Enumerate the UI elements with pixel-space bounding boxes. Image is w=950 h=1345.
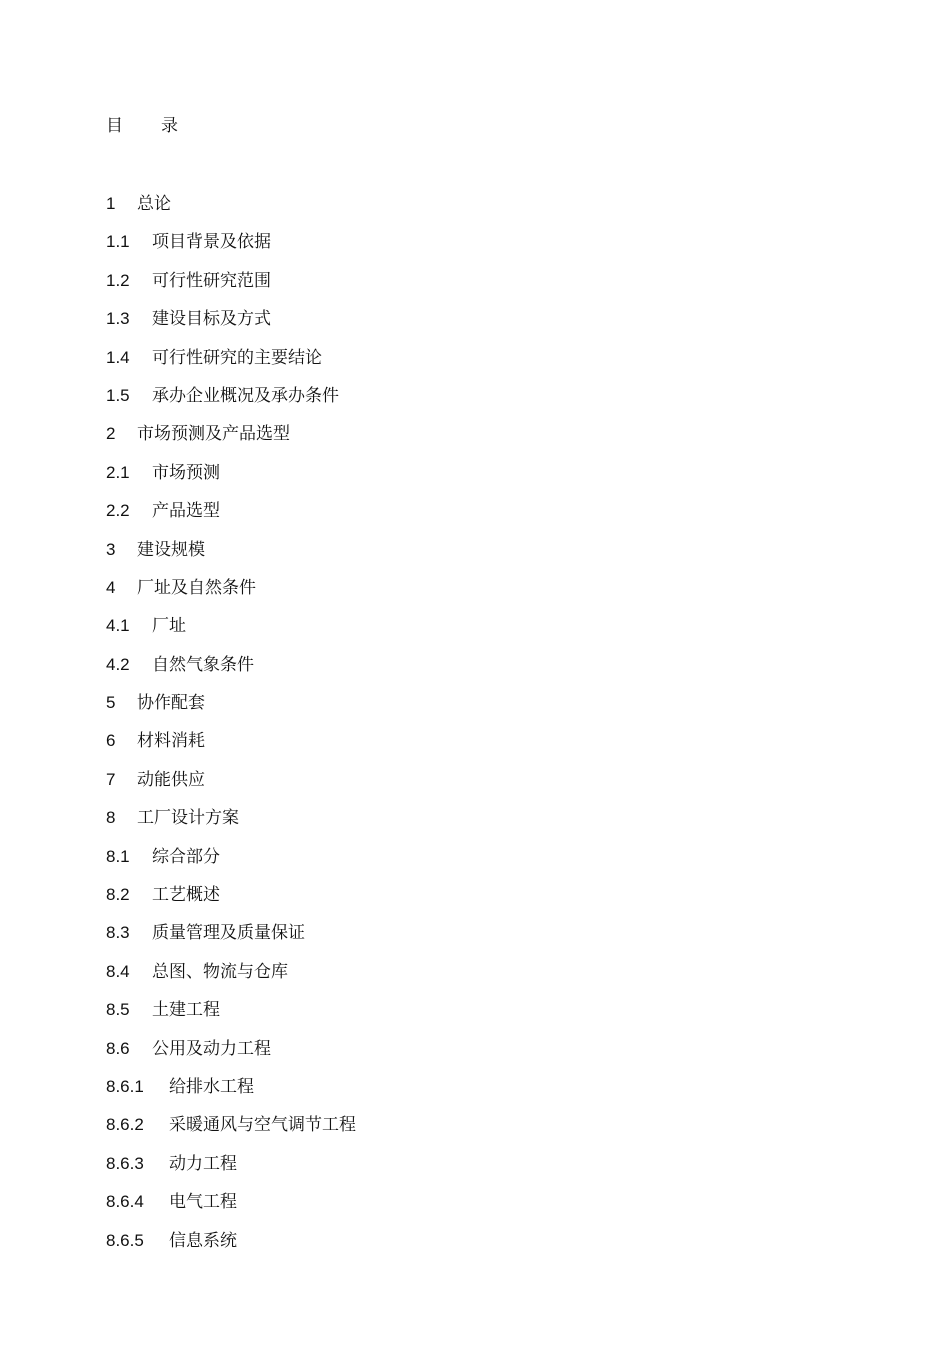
toc-entry-text: 给排水工程 <box>169 1076 254 1097</box>
toc-entry-text: 项目背景及依据 <box>152 232 271 253</box>
toc-entry <box>106 961 356 999</box>
toc-entry-number: 2 <box>106 424 116 444</box>
toc-entry-text: 产品选型 <box>152 501 220 522</box>
toc-entry <box>106 692 356 730</box>
toc-entry-number: 8.6 <box>106 1038 130 1058</box>
toc-entry <box>106 615 356 653</box>
toc-entry-text: 采暖通风与空气调节工程 <box>169 1115 356 1136</box>
toc-entry-number: 8.6.4 <box>106 1192 144 1212</box>
toc-entry <box>106 347 356 385</box>
toc-entry-text: 质量管理及质量保证 <box>152 923 305 944</box>
toc-entry-number: 1.4 <box>106 347 130 367</box>
toc-entry-number: 1.2 <box>106 270 130 290</box>
toc-entry-text: 厂址 <box>152 616 186 637</box>
toc-entry <box>106 730 356 768</box>
toc-entry <box>106 193 356 231</box>
toc-entry <box>106 462 356 500</box>
toc-entry-text: 可行性研究的主要结论 <box>152 347 322 368</box>
toc-entry-text: 建设规模 <box>137 539 205 560</box>
toc-title <box>106 116 178 136</box>
toc-entry <box>106 846 356 884</box>
toc-entry-number: 1.1 <box>106 232 130 252</box>
toc-entry <box>106 922 356 960</box>
toc-entry-text: 承办企业概况及承办条件 <box>152 385 339 406</box>
toc-entry-number: 4.1 <box>106 616 130 636</box>
toc-entry <box>106 577 356 615</box>
toc-entry-number: 2.1 <box>106 462 130 482</box>
toc-entry-text: 市场预测及产品选型 <box>137 424 290 445</box>
toc-entry-number: 8.5 <box>106 1000 130 1020</box>
toc-entry-text: 电气工程 <box>169 1192 237 1213</box>
toc-entry-text: 动能供应 <box>137 769 205 790</box>
toc-entry <box>106 1230 356 1268</box>
toc-entry <box>106 385 356 423</box>
toc-entry-number: 8.6.1 <box>106 1076 144 1096</box>
toc-entry-number: 1.3 <box>106 309 130 329</box>
toc-entry-number: 8.1 <box>106 846 130 866</box>
toc-entry-number: 8.6.5 <box>106 1230 144 1250</box>
toc-entry <box>106 231 356 269</box>
toc-entry-text: 市场预测 <box>152 462 220 483</box>
toc-entry-text: 总图、物流与仓库 <box>152 961 288 982</box>
toc-entry-number: 7 <box>106 769 116 789</box>
toc-entry-number: 1.5 <box>106 385 130 405</box>
toc-entry-text: 材料消耗 <box>137 731 205 752</box>
toc-entry-number: 4.2 <box>106 654 130 674</box>
toc-entry-text: 公用及动力工程 <box>152 1038 271 1059</box>
toc-entry-number: 4 <box>106 577 116 597</box>
toc-entry <box>106 539 356 577</box>
toc-entry-number: 8 <box>106 808 116 828</box>
toc-entry <box>106 769 356 807</box>
toc-entry-number: 8.6.3 <box>106 1153 144 1173</box>
toc-entry-text: 工艺概述 <box>152 885 220 906</box>
toc-entry-text: 工厂设计方案 <box>137 808 239 829</box>
toc-entry-number: 5 <box>106 693 116 713</box>
toc-entry-text: 建设目标及方式 <box>152 309 271 330</box>
toc-entry <box>106 308 356 346</box>
toc-entry-number: 6 <box>106 731 116 751</box>
toc-entry-text: 动力工程 <box>169 1153 237 1174</box>
toc-entry-text: 自然气象条件 <box>152 654 254 675</box>
toc-entry <box>106 500 356 538</box>
toc-entry <box>106 1038 356 1076</box>
toc-title-part1: 目 <box>106 116 123 136</box>
toc-entry <box>106 999 356 1037</box>
toc-entry <box>106 1114 356 1152</box>
toc-entry <box>106 1153 356 1191</box>
toc-entry <box>106 807 356 845</box>
toc-entry <box>106 423 356 461</box>
toc-entry-number: 3 <box>106 539 116 559</box>
toc-entry-text: 总论 <box>137 194 171 214</box>
toc-entry-text: 协作配套 <box>137 693 205 714</box>
toc-entry-text: 土建工程 <box>152 1000 220 1021</box>
toc-entry-number: 2.2 <box>106 501 130 521</box>
toc-entry-text: 综合部分 <box>152 846 220 867</box>
toc-entry-text: 信息系统 <box>169 1230 237 1251</box>
toc-entry-number: 1 <box>106 194 116 213</box>
toc-entry <box>106 654 356 692</box>
toc-entry-number: 8.3 <box>106 923 130 943</box>
toc-title-part2: 录 <box>161 116 178 136</box>
toc-entry-number: 8.4 <box>106 961 130 981</box>
toc-entry-text: 厂址及自然条件 <box>137 577 256 598</box>
toc-list <box>106 193 356 1268</box>
toc-entry-number: 8.6.2 <box>106 1115 144 1135</box>
toc-entry <box>106 1076 356 1114</box>
toc-entry <box>106 270 356 308</box>
toc-entry-number: 8.2 <box>106 885 130 905</box>
toc-entry <box>106 1191 356 1229</box>
toc-entry-text: 可行性研究范围 <box>152 270 271 291</box>
toc-entry <box>106 884 356 922</box>
